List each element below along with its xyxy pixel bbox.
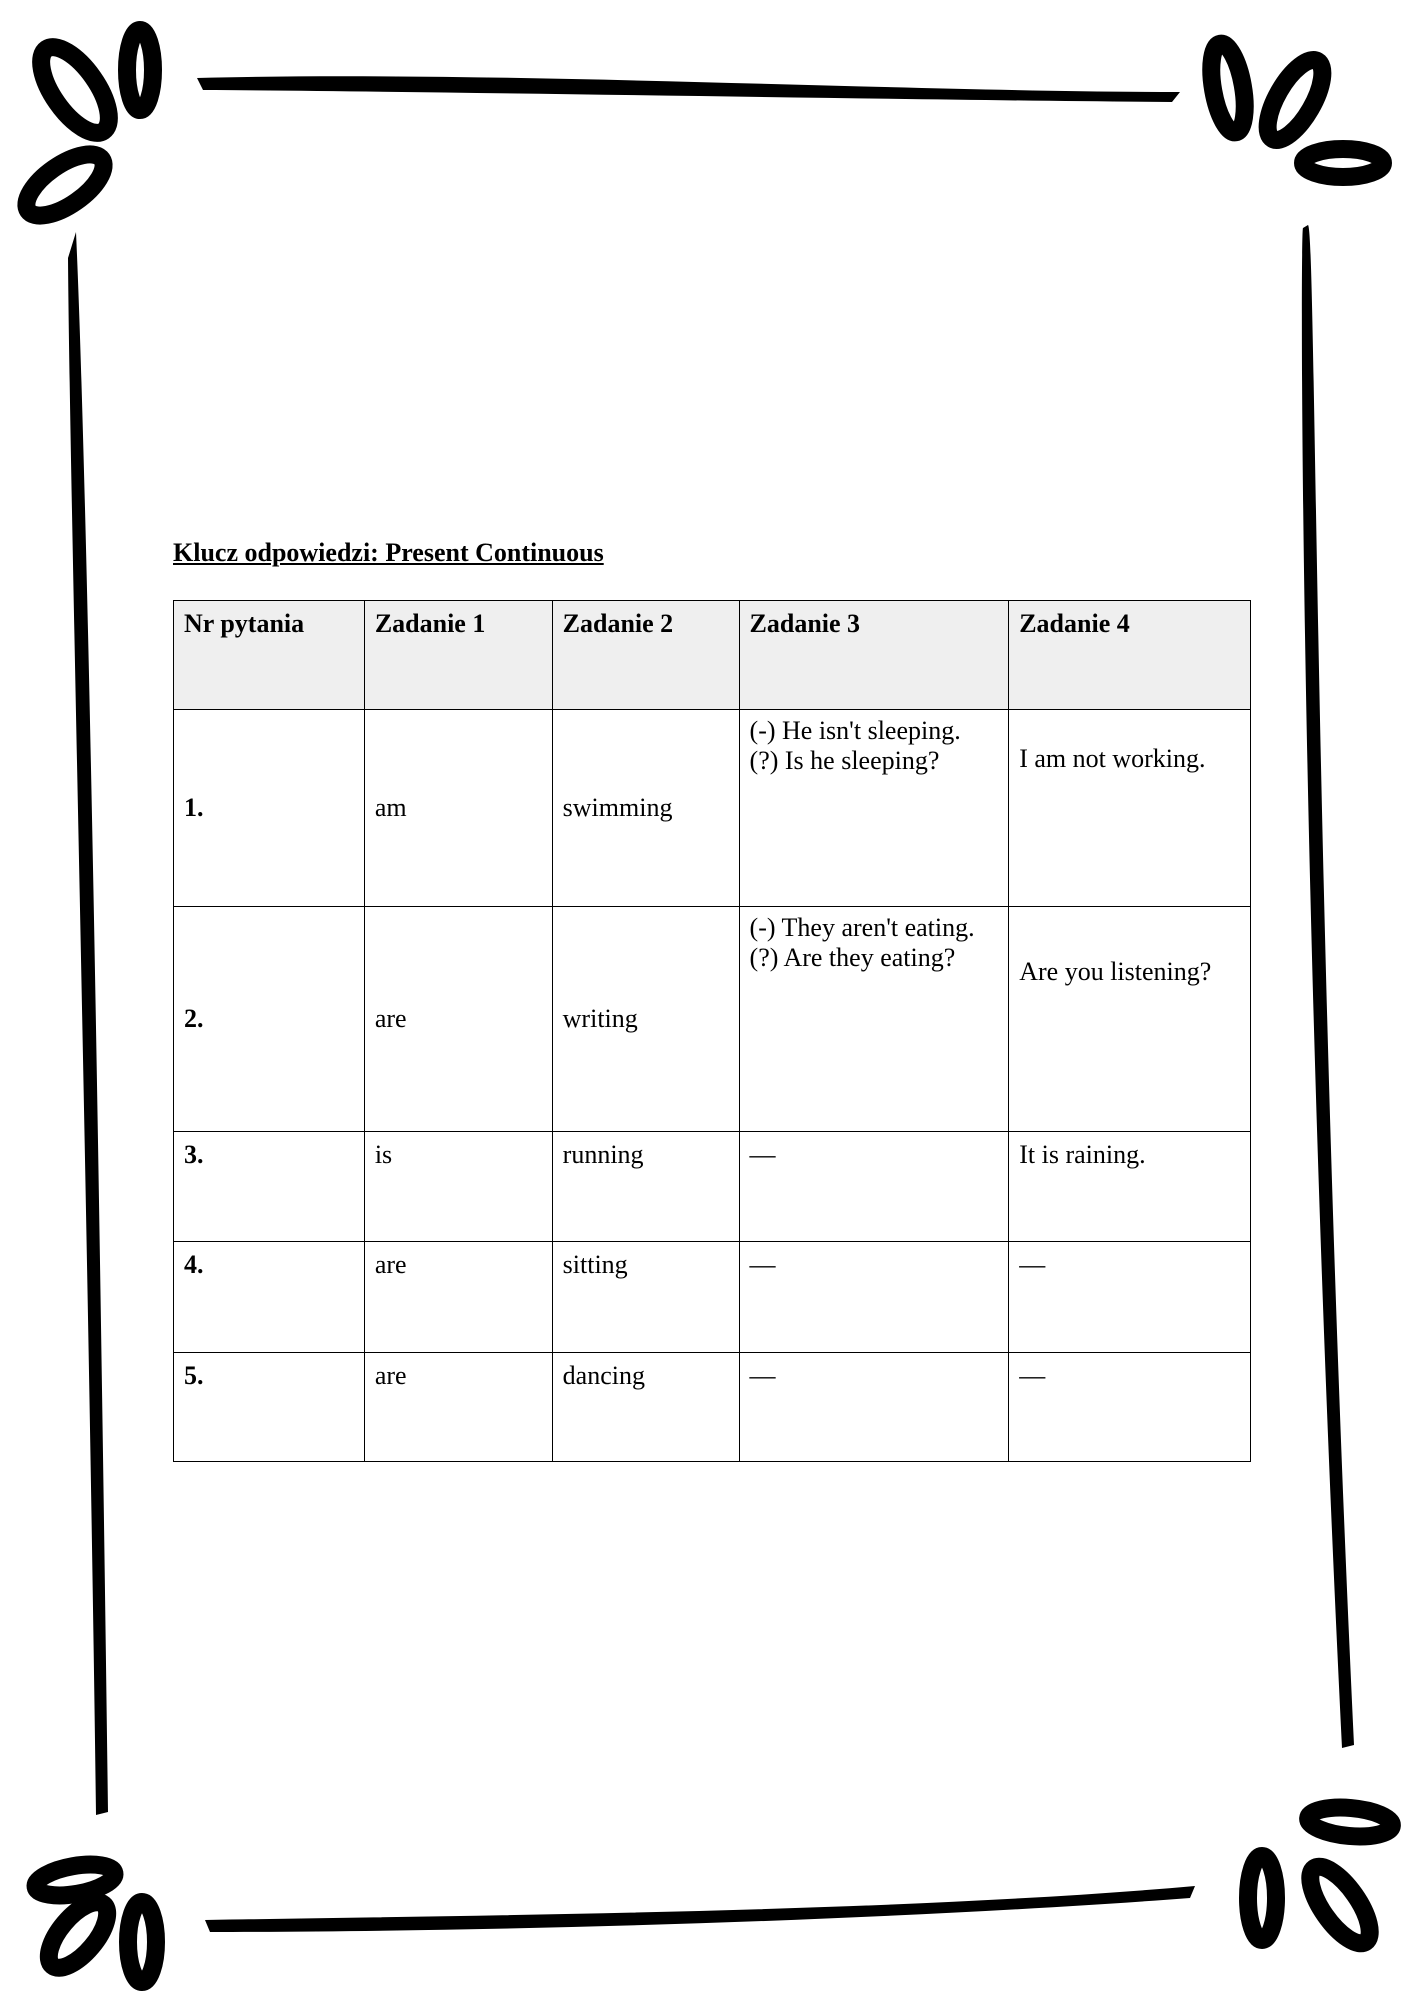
task3-cell (739, 710, 1009, 907)
leaf-icon (1257, 52, 1333, 148)
table-row (174, 1132, 1251, 1242)
task1-cell: are (364, 907, 552, 1132)
left-border-line (68, 232, 108, 1815)
task3-negative: (-) He isn't sleeping. (749, 716, 961, 745)
task2-cell: running (552, 1132, 739, 1242)
task3-cell: — (739, 1353, 1009, 1462)
leaf-icon (1299, 1858, 1380, 1952)
leaf-icon (127, 30, 153, 110)
task4-cell: — (1009, 1242, 1251, 1353)
leaf-icon (28, 36, 121, 143)
task4-cell: Are you listening? (1009, 907, 1251, 1132)
task2-cell: dancing (552, 1353, 739, 1462)
question-number: 2. (174, 907, 365, 1132)
leaf-icon (1303, 149, 1383, 177)
leaf-icon (17, 143, 114, 227)
task3-cell: — (739, 1242, 1009, 1353)
answer-key-table (173, 600, 1251, 1462)
leaf-icon (128, 1902, 156, 1982)
top-border-line (197, 76, 1180, 102)
question-number: 4. (174, 1242, 365, 1353)
task1-cell: is (364, 1132, 552, 1242)
task3-question: (?) Is he sleeping? (749, 746, 940, 775)
task1-cell: are (364, 1353, 552, 1462)
table-header-row (174, 601, 1251, 710)
task3-question: (?) Are they eating? (749, 943, 956, 972)
task2-cell: writing (552, 907, 739, 1132)
question-number: 3. (174, 1132, 365, 1242)
task3-negative: (-) They aren't eating. (749, 913, 975, 942)
leaf-icon (1205, 41, 1250, 135)
right-border-line (1302, 225, 1354, 1748)
header-cell: Zadanie 3 (739, 601, 1009, 710)
leaf-icon (1248, 1856, 1276, 1940)
question-number: 5. (174, 1353, 365, 1462)
leaf-icon (38, 1893, 117, 1977)
bottom-border-line (205, 1886, 1195, 1932)
task2-cell: sitting (552, 1242, 739, 1353)
table-row (174, 1353, 1251, 1462)
page-title: Klucz odpowiedzi: Present Continuous (173, 538, 604, 567)
table-row (174, 710, 1251, 907)
table-row (174, 1242, 1251, 1353)
header-cell: Zadanie 2 (552, 601, 739, 710)
header-cell: Zadanie 4 (1009, 601, 1251, 710)
task2-cell: swimming (552, 710, 739, 907)
header-cell: Nr pytania (174, 601, 365, 710)
task1-cell: am (364, 710, 552, 907)
header-cell: Zadanie 1 (364, 601, 552, 710)
task3-cell: — (739, 1132, 1009, 1242)
task4-cell: — (1009, 1353, 1251, 1462)
task4-cell: It is raining. (1009, 1132, 1251, 1242)
task3-cell (739, 907, 1009, 1132)
leaf-icon (1307, 1804, 1393, 1839)
question-number: 1. (174, 710, 365, 907)
task4-cell: I am not working. (1009, 710, 1251, 907)
task1-cell: are (364, 1242, 552, 1353)
table-row (174, 907, 1251, 1132)
